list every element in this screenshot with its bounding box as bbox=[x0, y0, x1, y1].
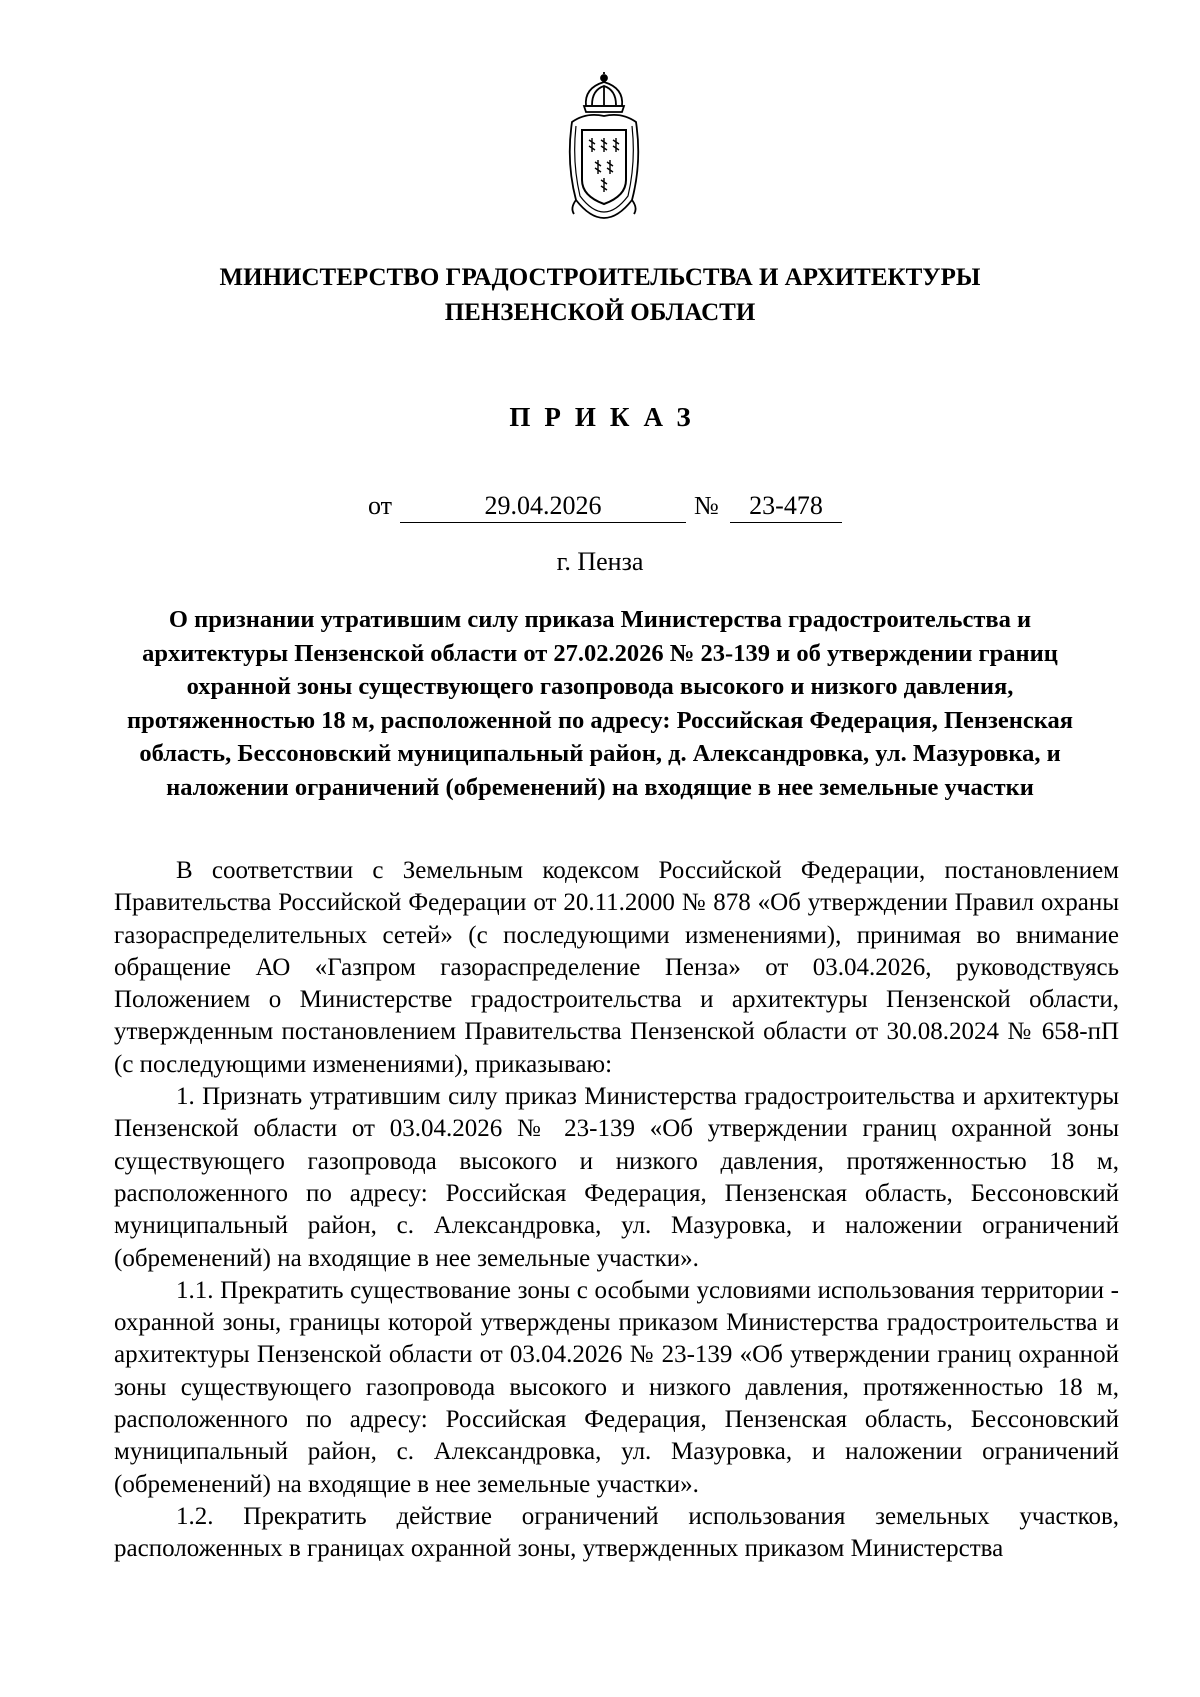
city: г. Пенза bbox=[556, 547, 644, 576]
item-1-2-paragraph: 1.2. Прекратить действие ограничений использования земельных участков, расположенных в границах охранной зоны, утвержденных приказом Министерства bbox=[114, 1502, 1119, 1563]
item-1-paragraph: 1. Признать утратившим силу приказ Министерства градостроительства и архитектуры Пензенской области от 03.04.2026 № 23-139 «Об утверждении границ охранной зоны существующего газопровода высокого и низкого давления, протяженностью 18 м, расположенного по адресу: Российская Федерация, Пензенская область, Бессоновский муниципальный район, с. Александровка, ул. Мазуровка, и наложении ограничений (обременений) на входящие в нее земельные участки». bbox=[114, 1083, 1119, 1272]
preamble-paragraph: В соответствии с Земельным кодексом Российской Федерации, постановлением Правительства Российской Федерации от 20.11.2000 № 878 «Об утверждении Правил охраны газораспределительных сетей» (с последующими изменениями), принимая во внимание обращение АО «Газпром газораспределение Пенза» от 03.04.2026, руководствуясь Положением о Министерстве градостроительства и архитектуры Пензенской области, утвержденным постановлением Правительства Пензенской области от 30.08.2024 № 658-пП (с последующими изменениями), приказываю: bbox=[114, 857, 1119, 1078]
ministry-name-line2: ПЕНЗЕНСКОЙ ОБЛАСТИ bbox=[444, 299, 756, 326]
document-subject: О признании утратившим силу приказа Министерства градостроительства и архитектуры Пензенской области от 27.02.2026 № 23-139 и об утверждении границ охранной зоны существующего газопровода высокого и низкого давления, протяженностью 18 м, расположенной по адресу: Российская Федерация, Пензенская область, Бессоновский муниципальный район, д. Александровка, ул. Мазуровка, и наложении ограничений (обременений) на входящие в нее земельные участки bbox=[127, 606, 1073, 801]
item-1-1-paragraph: 1.1. Прекратить существование зоны с особыми условиями использования территории - охранной зоны, границы которой утверждены приказом Министерства градостроительства и архитектуры Пензенской области от 03.04.2026 № 23-139 «Об утверждении границ охранной зоны существующего газопровода высокого и низкого давления, протяженностью 18 м, расположенного по адресу: Российская Федерация, Пензенская область, Бессоновский муниципальный район, с. Александровка, ул. Мазуровка, и наложении ограничений (обременений) на входящие в нее земельные участки». bbox=[114, 1276, 1119, 1498]
number-label: № bbox=[694, 491, 719, 520]
date-label: от bbox=[368, 491, 393, 520]
document-date: 29.04.2026 bbox=[400, 490, 686, 523]
ministry-name bbox=[60, 260, 1140, 330]
document-number: 23-478 bbox=[730, 490, 842, 523]
coat-of-arms-icon bbox=[562, 72, 646, 220]
document-type-title: ПРИКАЗ bbox=[509, 402, 705, 432]
document-body bbox=[114, 855, 1119, 1566]
ministry-name-line1: МИНИСТЕРСТВО ГРАДОСТРОИТЕЛЬСТВА И АРХИТЕКТУРЫ bbox=[219, 264, 981, 291]
